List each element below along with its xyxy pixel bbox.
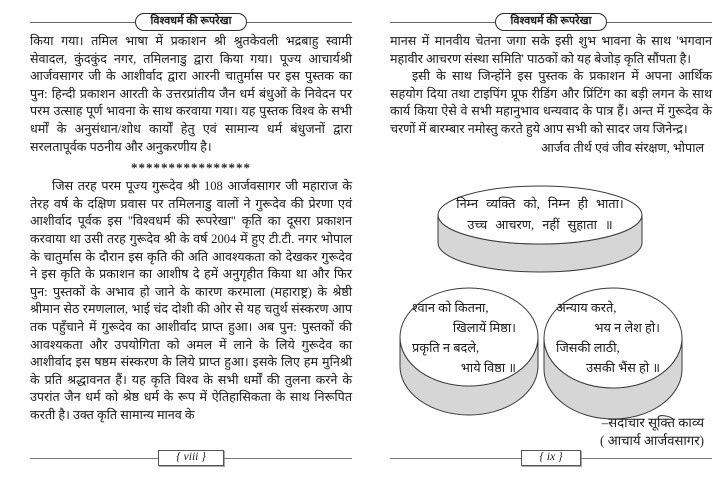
verse-line: खिलायें मिष्ठा।	[452, 321, 516, 335]
header-rule-right	[247, 22, 352, 23]
verse-line: प्रकृति न बदले,	[412, 341, 480, 355]
left-page-footer	[30, 450, 352, 466]
right-page	[390, 0, 712, 481]
verse-line: निम्न व्यक्ति को, निम्न ही भाता।	[456, 197, 624, 211]
left-paragraph-1: किया गया। तमिल भाषा में प्रकाशन श्री श्रुतकेवली भद्रबाहु स्वामी सेवादल, कुंदकुंद नगर, तमिलनाडु द्वारा किया गया। पूज्य आचार्यश्री आर्जवसागर जी के आशीर्वाद द्वारा आरनी चातुर्मास पर इस पुस्तक का पुन: हिन्दी प्रकाशन आरती के उत्तरप्रांतीय जैन धर्म बंधुओं के निवेदन पर परम उत्साह पूर्ण भावना के साथ करवाया गया। यह पुस्तक विश्व के सभी धर्मों के अनुसंधान/शोध कार्यों हेतु एवं सामान्य धर्म बंधुजनों द्वारा सरलतापूर्वक पठनीय और अनुकरणीय है।	[30, 34, 352, 154]
header-title-box	[495, 13, 606, 31]
header-rule-left	[30, 22, 135, 23]
right-paragraph-1: मानस में मानवीय चेतना जगा सके इसी शुभ भावना के साथ 'भगवान महावीर आचरण संस्था समिति' पाठकों को यह बेजोड़ कृति सौंपता है।	[390, 34, 712, 66]
verse-line: भाये विष्ठा ॥	[460, 361, 516, 375]
page-title: विश्वधर्म की रूपरेखा	[150, 15, 232, 27]
header-rule-left	[390, 22, 495, 23]
verse-disk-top	[435, 184, 645, 279]
verse-line: अन्याय करते,	[556, 301, 617, 315]
verse-line: भय न लेश हो।	[594, 321, 660, 335]
left-page	[30, 0, 352, 481]
right-text-block	[390, 33, 712, 157]
right-running-header	[390, 12, 712, 32]
footer-rule-left	[30, 458, 158, 459]
verse-line: जिसकी लाठी,	[556, 341, 620, 355]
verse-line: उच्च आचरण, नहीं सुहाता ॥	[467, 218, 613, 232]
left-paragraph-2: जिस तरह परम पूज्य गुरूदेव श्री 108 आर्जवसागर जी महाराज के तेरह वर्ष के दक्षिण प्रवास पर तमिलनाडु वालों ने गुरूदेव की प्रेरणा एवं आशीर्वाद पूर्वक इस ''विश्वधर्म की रूपरेखा'' कृति का दूसरा प्रकाशन करवाया था उसी तरह गुरूदेव श्री के वर्ष 2004 में हुए टी.टी. नगर भोपाल के चातुर्मास के दौरान इस कृति की अति आवश्यकता को देखकर गुरूदेव ने इस कृति के प्रकाशन का आशीष दे हमें अनुगृहीत किया था और फिर पुन: पुस्तकों के अभाव हो जाने के कारण करमाला (महाराष्ट्र) के श्रेष्ठी श्रीमान सेठ रमणलाल, भाई चंद दोशी की ओर से यह चतुर्थ संस्करण आप तक पहुँचाने में गुरूदेव का आशीर्वाद प्राप्त हुआ। अब पुन: पुस्तकों की आवश्यकता और उपयोगिता को अमल में लाने के लिये गुरूदेव का आशीर्वाद इस षष्ठम संस्करण के लिये प्राप्त हुआ। इसके लिए हम मुनिश्री के प्रति श्रद्धावनत हैं। यह कृति विश्व के सभी धर्मों की तुलना करने के उपरांत जैन धर्म को श्रेष्ठ धर्म के रूप में ऐतिहासिकता के साथ निरूपित करती है। उक्त कृति सामान्य मानव के	[30, 179, 352, 422]
attribution-title: –सदाचार सूक्ति काव्य	[601, 415, 704, 430]
attribution-author: ( आचार्य आर्जवसागर)	[599, 433, 704, 448]
verse-text	[412, 298, 530, 378]
asterisk-separator: ****************	[131, 160, 251, 176]
verse-line: श्वान को कितना,	[412, 301, 489, 315]
signature-line: आर्जव तीर्थ एवं जीव संरक्षण, भोपाल	[540, 140, 704, 155]
footer-rule-right	[224, 458, 352, 459]
verse-text	[556, 298, 674, 378]
verse-line: उसकी भैंस हो ॥	[586, 361, 660, 375]
verse-disk-bottom-left	[398, 286, 540, 420]
footer-rule-right	[581, 458, 712, 459]
verse-disk-bottom-right	[542, 286, 684, 424]
page-title: विश्वधर्म की रूपरेखा	[510, 15, 592, 27]
right-page-footer	[390, 450, 712, 466]
left-text-block	[30, 33, 352, 424]
header-rule-right	[607, 22, 712, 23]
right-paragraph-2: इसी के साथ जिन्होंने इस पुस्तक के प्रकाशन में अपना आर्थिक सहयोग दिया तथा टाइपिंग प्रूफ रीडिंग और प्रिंटिंग का बड़ी लगन के साथ कार्य किया ऐसे वे सभी महानुभाव धन्यवाद के पात्र हैं। अन्त में गुरूदेव के चरणों में बारम्बार नमोस्तु करते हुये आप सभी को सादर जय जिनेन्द्र।	[390, 69, 712, 136]
right-page-number: { ix }	[521, 450, 580, 466]
verse-text	[435, 194, 645, 236]
footer-rule-left	[390, 458, 521, 459]
verse-attribution	[600, 414, 704, 450]
left-running-header	[30, 12, 352, 32]
left-page-number: { viii }	[158, 450, 224, 466]
header-title-box	[135, 13, 246, 31]
